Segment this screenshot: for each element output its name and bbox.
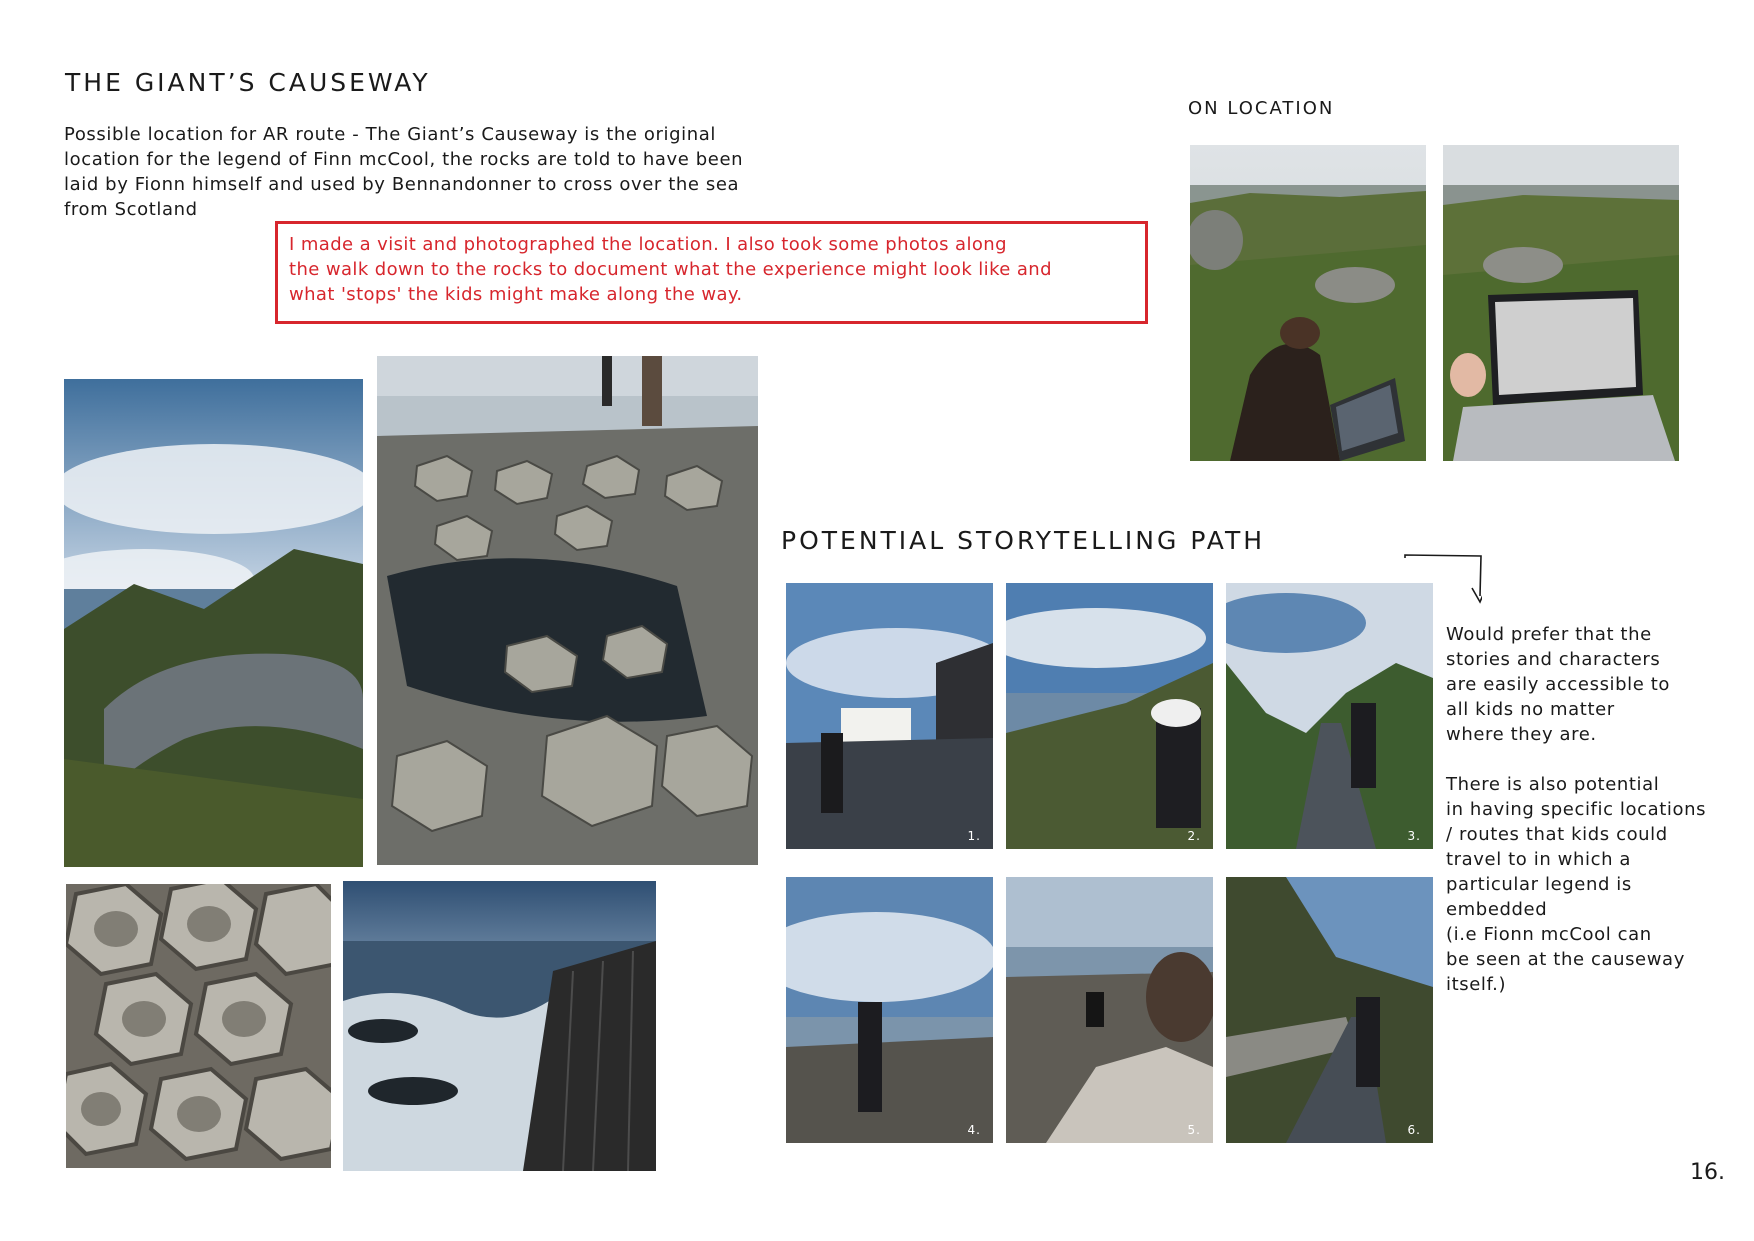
path-number: 1. (967, 829, 981, 843)
photo-on-location-laptop-1 (1190, 145, 1426, 461)
path-photo-6 (1226, 877, 1433, 1143)
intro-line: laid by Fionn himself and used by Bennandonner to cross over the sea (64, 174, 740, 195)
on-location-label: ON LOCATION (1188, 98, 1335, 119)
side-line: be seen at the causeway (1446, 949, 1685, 970)
note-line: the walk down to the rocks to document what the experience might look like and (289, 259, 1052, 280)
photo-on-location-laptop-2 (1443, 145, 1679, 461)
path-photo-5 (1006, 877, 1213, 1143)
intro-line: Possible location for AR route - The Giant’s Causeway is the original (64, 124, 716, 145)
path-photo-4 (786, 877, 993, 1143)
photo-basalt-columns-pool (377, 356, 758, 865)
note-line: I made a visit and photographed the location. I also took some photos along (289, 234, 1007, 255)
photo-hexagon-stones (66, 884, 331, 1168)
side-line: where they are. (1446, 724, 1597, 745)
side-line: travel to in which a (1446, 849, 1632, 870)
storytelling-path-title: POTENTIAL STORYTELLING PATH (781, 526, 1266, 555)
path-photo-1 (786, 583, 993, 849)
intro-line: from Scotland (64, 199, 198, 220)
intro-paragraph (64, 122, 743, 222)
intro-line: location for the legend of Finn mcCool, the rocks are told to have been (64, 149, 744, 170)
side-line: itself.) (1446, 974, 1507, 995)
side-line (1446, 747, 1706, 772)
side-line: all kids no matter (1446, 699, 1615, 720)
path-photo-2 (1006, 583, 1213, 849)
side-line: in having specific locations (1446, 799, 1707, 820)
photo-coastal-path (64, 379, 363, 867)
path-number: 2. (1187, 829, 1201, 843)
side-line: There is also potential (1446, 774, 1660, 795)
path-number: 3. (1407, 829, 1421, 843)
path-number: 5. (1187, 1123, 1201, 1137)
side-line: stories and characters (1446, 649, 1661, 670)
side-line: Would prefer that the (1446, 624, 1652, 645)
path-photo-3 (1226, 583, 1433, 849)
page-number: 16. (1690, 1160, 1725, 1185)
side-line: are easily accessible to (1446, 674, 1671, 695)
page-title: THE GIANT’S CAUSEWAY (65, 68, 431, 97)
side-line: particular legend is (1446, 874, 1632, 895)
side-line: embedded (1446, 899, 1548, 920)
photo-sea-waves (343, 881, 656, 1171)
side-line: / routes that kids could (1446, 824, 1668, 845)
note-line: what 'stops' the kids might make along the way. (289, 284, 743, 305)
side-line: (i.e Fionn mcCool can (1446, 924, 1652, 945)
visit-note (289, 232, 1134, 307)
path-number: 6. (1407, 1123, 1421, 1137)
visit-note-box (275, 221, 1148, 324)
path-number: 4. (967, 1123, 981, 1137)
side-notes (1446, 622, 1706, 997)
